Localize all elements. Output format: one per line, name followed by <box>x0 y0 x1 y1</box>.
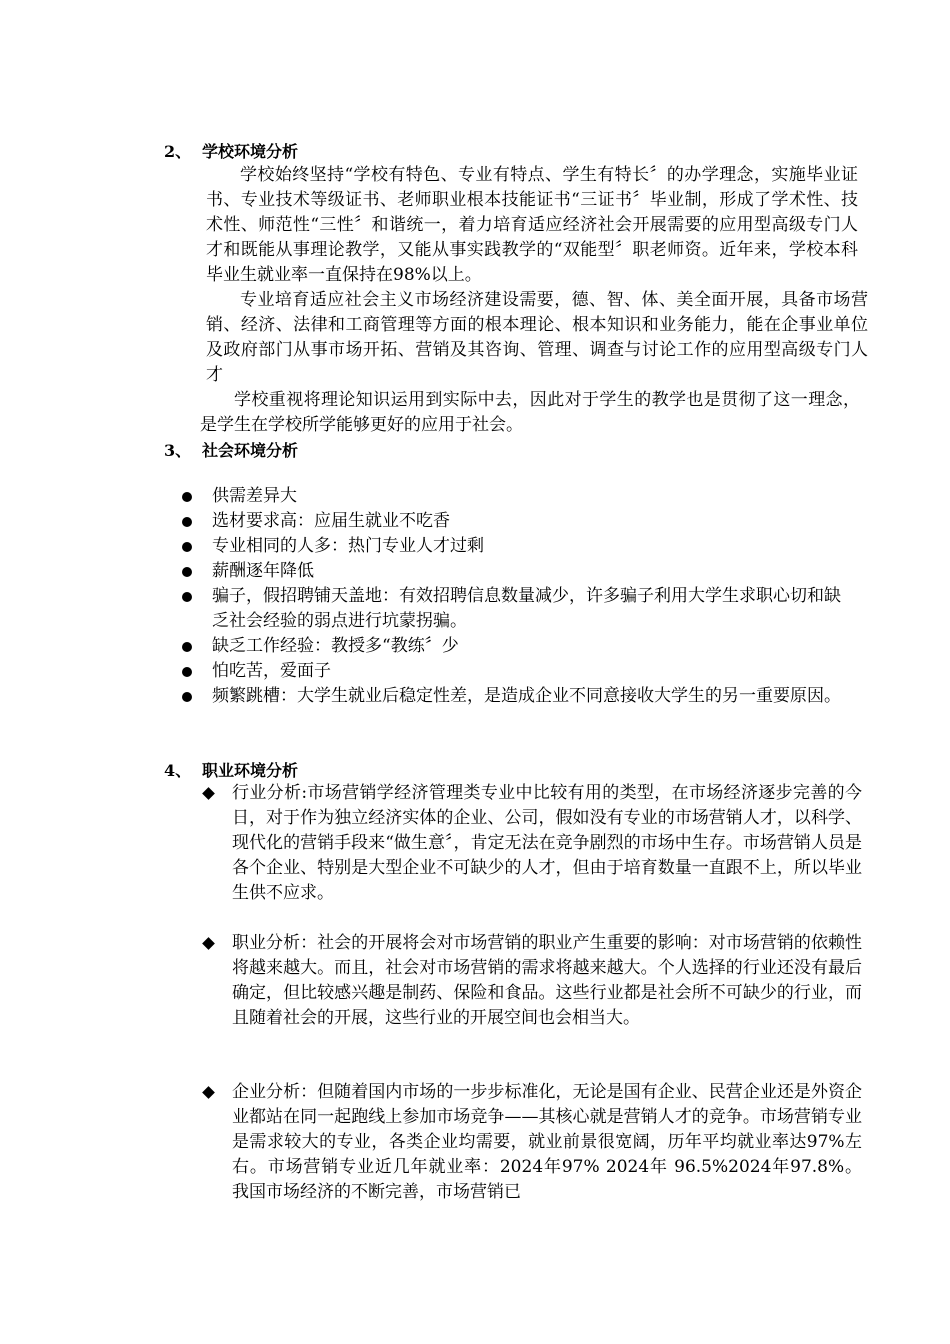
section-2-paragraph-2: 专业培育适应社会主义市场经济建设需要，德、智、体、美全面开展，具备市场营销、经济、法律和工商管理等方面的根本理论、根本知识和业务能力，能在企事业单位及政府部门从事市场开拓、营销及其咨询、管理、调查与讨论工作的应用型高级专门人才 <box>206 290 868 385</box>
section-4-heading <box>164 758 298 783</box>
section-4-title: 职业环境分析 <box>202 761 299 780</box>
section-4-number: 4、 <box>164 761 192 780</box>
section-4-item-career: 职业分析：社会的开展将会对市场营销的职业产生重要的影响：对市场营销的依赖性将越来越大。而且，社会对市场营销的需求将越来越大。个人选择的行业还没有最后确定，但比较感兴趣是制药、保险和食品。这些行业都是社会所不可缺少的行业，而且随着社会的开展，这些行业的开展空间也会相当大。 <box>202 931 862 1031</box>
section-2-title: 学校环境分析 <box>202 142 299 161</box>
list-item: 专业相同的人多：热门专业人才过剩 <box>178 534 858 559</box>
list-item: 供需差异大 <box>178 484 858 509</box>
section-3-heading <box>164 438 298 463</box>
diamond-bullet-icon <box>202 1086 215 1099</box>
section-2-paragraph-3: 学校重视将理论知识运用到实际中去，因此对于学生的教学也是贯彻了这一理念，是学生在学校所学能够更好的应用于社会。 <box>200 390 860 435</box>
bullet-dot-icon <box>182 492 192 502</box>
section-2-heading <box>164 139 298 164</box>
section-2-number: 2、 <box>164 142 192 161</box>
section-2-paragraph-1: 学校始终坚持“学校有特色、专业有特点、学生有特长〞的办学理念，实施毕业证书、专业技术等级证书、老师职业根本技能证书“三证书〞毕业制，形成了学术性、技术性、师范性“三性〞和谐统一，着力培育适应经济社会开展需要的应用型高级专门人才和既能从事理论教学，又能从事实践教学的“双能型〞职老师资。近年来，学校本科毕业生就业率一直保持在98%以上。 <box>206 165 858 285</box>
list-item: 频繁跳槽：大学生就业后稳定性差，是造成企业不同意接收大学生的另一重要原因。 <box>178 684 842 709</box>
section-4-item-enterprise: 企业分析：但随着国内市场的一步步标准化，无论是国有企业、民营企业还是外资企业都站在同一起跑线上参加市场竞争——其核心就是营销人才的竞争。市场营销专业是需求较大的专业，各类企业均需要，就业前景很宽阔，历年平均就业率达97%左右。市场营销专业近几年就业率：2024年97% 2024年 96.5%2024年97.8%。 我国市场经济的不断完善，市场营销已 <box>202 1080 862 1205</box>
diamond-bullet-icon <box>202 787 215 800</box>
list-item: 选材要求高：应届生就业不吃香 <box>178 509 858 534</box>
bullet-dot-icon <box>182 692 192 702</box>
list-item: 缺乏工作经验：教授多“教练〞少 <box>178 634 858 659</box>
section-4-item-industry: 行业分析:市场营销学经济管理类专业中比较有用的类型，在市场经济逐步完善的今日，对于作为独立经济实体的企业、公司，假如没有专业的市场营销人才，以科学、现代化的营销手段来“做生意〞，肯定无法在竞争剧烈的市场中生存。市场营销人员是各个企业、特别是大型企业不可缺少的人才，但由于培育数量一直跟不上，所以毕业生供不应求。 <box>202 781 862 906</box>
bullet-dot-icon <box>182 592 192 602</box>
bullet-dot-icon <box>182 567 192 577</box>
diamond-bullet-icon <box>202 937 215 950</box>
bullet-dot-icon <box>182 667 192 677</box>
bullet-dot-icon <box>182 517 192 527</box>
list-item: 骗子，假招聘铺天盖地：有效招聘信息数量减少，许多骗子利用大学生求职心切和缺乏社会经验的弱点进行坑蒙拐骗。 <box>178 584 842 634</box>
bullet-dot-icon <box>182 642 192 652</box>
section-3-number: 3、 <box>164 441 192 460</box>
list-item: 薪酬逐年降低 <box>178 559 858 584</box>
list-item: 怕吃苦，爱面子 <box>178 659 858 684</box>
section-3-title: 社会环境分析 <box>202 441 299 460</box>
bullet-dot-icon <box>182 542 192 552</box>
section-3-bullet-list <box>178 484 858 709</box>
